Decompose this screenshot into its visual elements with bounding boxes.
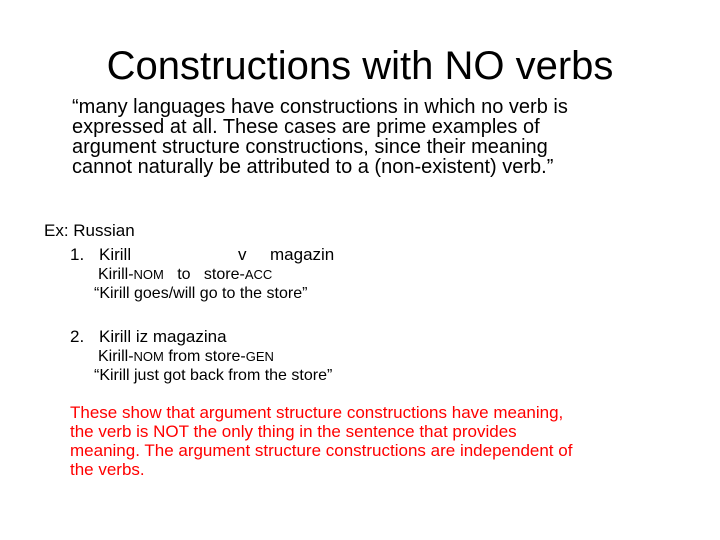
example-1-gloss bbox=[98, 266, 690, 284]
gloss-tag: ACC bbox=[244, 267, 273, 282]
example-2 bbox=[70, 326, 690, 385]
conclusion-paragraph bbox=[70, 403, 700, 479]
gloss-tag: NOM bbox=[133, 267, 164, 282]
example-1-sentence bbox=[70, 244, 690, 266]
gloss-word: Kirill- bbox=[98, 266, 134, 283]
example-1 bbox=[70, 244, 690, 303]
example-2-gloss bbox=[98, 348, 690, 366]
example-label: Ex: Russian bbox=[44, 221, 135, 240]
gloss-word: store- bbox=[203, 266, 245, 283]
example-2-translation: “Kirill just got back from the store” bbox=[94, 367, 333, 384]
quote-line: expressed at all. These cases are prime examples of bbox=[72, 116, 540, 138]
gloss-word: from bbox=[168, 348, 201, 365]
quote-line: cannot naturally be attributed to a (non-existent) verb.” bbox=[72, 156, 554, 178]
example-word: Kirill bbox=[99, 245, 132, 264]
example-number: 1. bbox=[70, 245, 85, 264]
quote-line: “many languages have constructions in which no verb is bbox=[72, 96, 568, 118]
gloss-word: Kirill- bbox=[98, 348, 134, 365]
gloss-word: store- bbox=[204, 348, 246, 365]
quote-paragraph bbox=[72, 97, 712, 177]
slide-title: Constructions with NO verbs bbox=[106, 44, 614, 88]
example-word: magazin bbox=[270, 245, 335, 264]
example-number: 2. bbox=[70, 327, 85, 346]
example-2-sentence bbox=[70, 326, 690, 348]
example-word: v bbox=[238, 245, 247, 264]
gloss-tag: GEN bbox=[245, 349, 274, 364]
conclusion-line: the verb is NOT the only thing in the sentence that provides bbox=[70, 422, 517, 441]
gloss-word: to bbox=[177, 266, 191, 283]
conclusion-line: meaning. The argument structure constructions are independent of bbox=[70, 441, 573, 460]
conclusion-line: These show that argument structure constructions have meaning, bbox=[70, 403, 564, 422]
example-word: Kirill iz magazina bbox=[99, 327, 227, 346]
example-1-translation: “Kirill goes/will go to the store” bbox=[94, 285, 308, 302]
quote-line: argument structure constructions, since their meaning bbox=[72, 136, 548, 158]
gloss-tag: NOM bbox=[133, 349, 164, 364]
conclusion-line: the verbs. bbox=[70, 460, 145, 479]
